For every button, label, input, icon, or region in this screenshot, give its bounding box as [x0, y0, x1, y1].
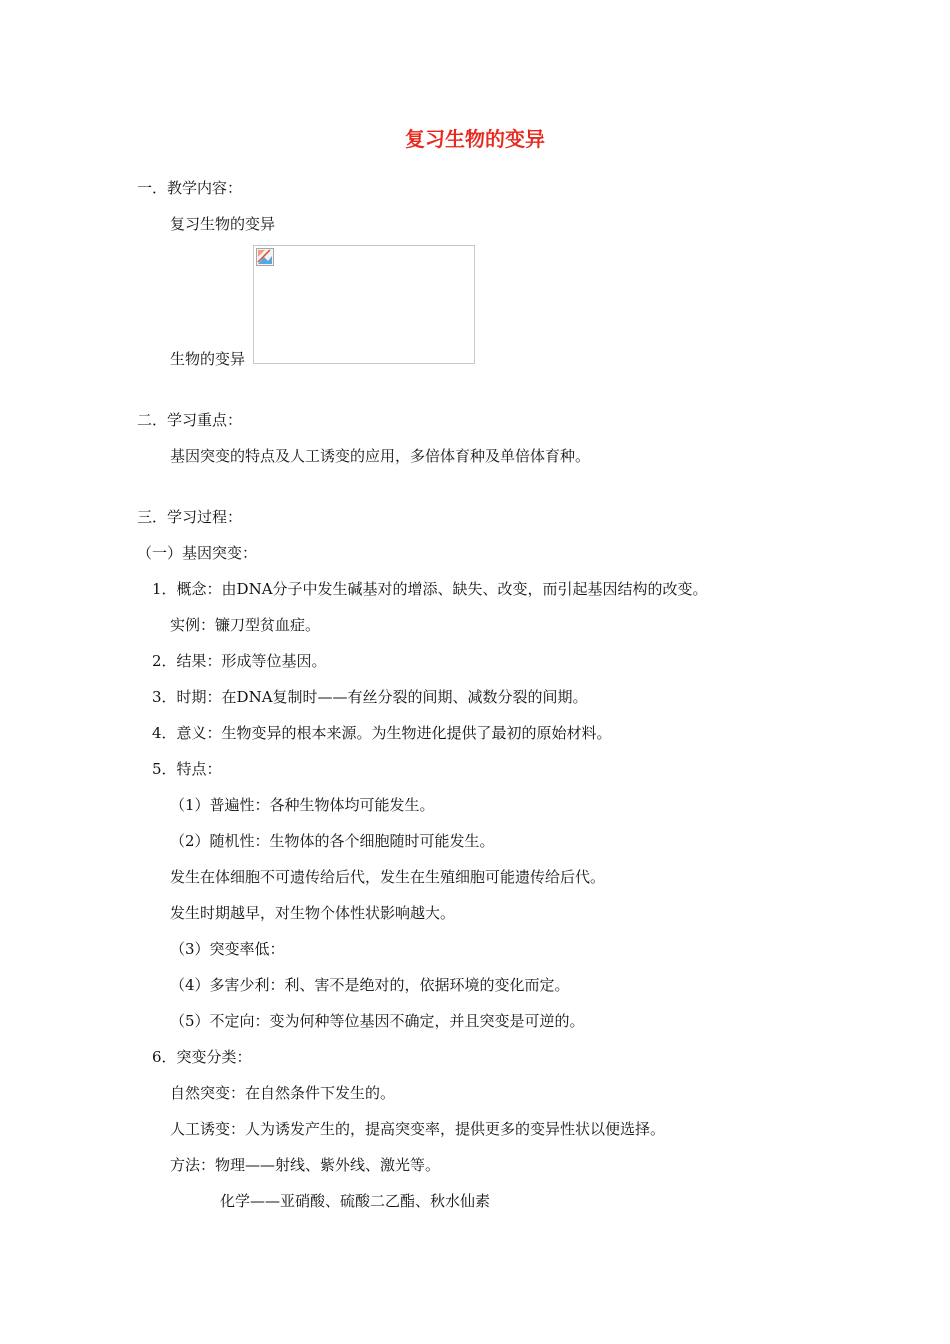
list-item: （1）普遍性：各种生物体均可能发生。	[170, 796, 435, 814]
list-item: 实例：镰刀型贫血症。	[170, 616, 321, 634]
list-item: （2）随机性：生物体的各个细胞随时可能发生。	[170, 832, 495, 850]
broken-image-placeholder	[253, 245, 475, 364]
section-3-heading: 三．学习过程：	[137, 508, 243, 526]
list-item: 4．意义：生物变异的根本来源。为生物进化提供了最初的原始材料。	[152, 724, 612, 742]
list-item: 2．结果：形成等位基因。	[152, 652, 327, 670]
list-item: 发生在体细胞不可遗传给后代，发生在生殖细胞可能遗传给后代。	[170, 868, 606, 886]
image-caption: 生物的变异	[170, 350, 246, 368]
list-item: 方法：物理——射线、紫外线、激光等。	[170, 1156, 441, 1174]
subsection-gene-mutation: （一）基因突变：	[137, 544, 258, 562]
section-1-heading: 一．教学内容：	[137, 179, 243, 197]
list-item: 化学——亚硝酸、硫酸二乙酯、秋水仙素	[220, 1192, 491, 1210]
section-2-heading: 二．学习重点：	[137, 411, 243, 429]
document-title: 复习生物的变异	[405, 127, 545, 151]
list-item: 5．特点：	[152, 760, 222, 778]
section-2-content: 基因突变的特点及人工诱变的应用，多倍体育种及单倍体育种。	[170, 447, 591, 465]
list-item: 发生时期越早，对生物个体性状影响越大。	[170, 904, 456, 922]
list-item: （4）多害少利：利、害不是绝对的，依据环境的变化而定。	[170, 976, 570, 994]
section-1-content: 复习生物的变异	[170, 215, 276, 233]
list-item: 人工诱变：人为诱发产生的，提高突变率，提供更多的变异性状以便选择。	[170, 1120, 666, 1138]
list-item: （5）不定向：变为何种等位基因不确定，并且突变是可逆的。	[170, 1012, 585, 1030]
list-item: 6．突变分类：	[152, 1048, 252, 1066]
list-item: 自然突变：在自然条件下发生的。	[170, 1084, 396, 1102]
broken-image-icon	[256, 248, 274, 266]
list-item: 1．概念：由DNA分子中发生碱基对的增添、缺失、改变，而引起基因结构的改变。	[152, 580, 708, 598]
list-item: 3．时期：在DNA复制时——有丝分裂的间期、减数分裂的间期。	[152, 688, 588, 706]
list-item: （3）突变率低：	[170, 940, 285, 958]
